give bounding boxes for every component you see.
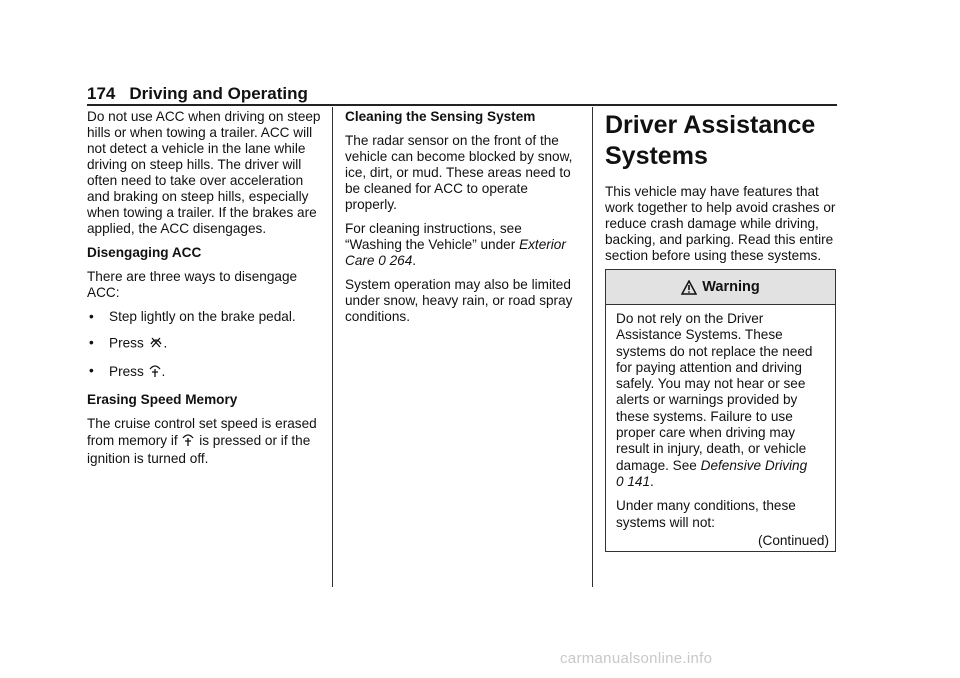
xref-title: Exterior Care <box>345 237 566 268</box>
header <box>87 84 308 104</box>
bullet: • <box>89 335 94 350</box>
bullet: • <box>89 363 94 378</box>
list-item <box>87 309 322 325</box>
warning-conditions: Under many conditions, these systems will not: <box>616 498 796 530</box>
watermark: carmanualsonline.info <box>560 650 713 667</box>
xref-arrow: 0 <box>378 253 386 268</box>
period: . <box>161 364 166 380</box>
intro-paragraph: This vehicle may have features that work together to help avoid crashes or reduce crash damage while driving, backing, and parking. Read this entire section before using these systems. <box>605 184 836 263</box>
erase-text-b: is pressed or if the ignition is turned off. <box>87 433 311 466</box>
column-2 <box>345 109 580 333</box>
list-item <box>87 363 322 382</box>
continued-label: (Continued) <box>757 533 829 548</box>
disengage-intro: There are three ways to disengage ACC: <box>87 269 298 300</box>
header-rule <box>87 104 837 106</box>
warning-box <box>605 269 836 552</box>
warning-triangle-icon <box>681 280 697 295</box>
page-number: 174 <box>87 84 116 103</box>
warning-text: Do not rely on the Driver Assistance Systems. These systems do not replace the need for paying attention and driving safely. You may not hear or see alerts or warnings provided by these systems. Failure to use proper care when driving may result in injury, death, or vehicle damage. See <box>616 311 813 473</box>
warning-paragraph <box>616 311 826 490</box>
warning-header <box>606 270 835 305</box>
xref-title: Defensive Driving <box>700 457 808 473</box>
column-divider <box>332 107 333 587</box>
bullet: • <box>89 309 94 324</box>
xref-page: 264 <box>389 253 413 268</box>
heading-disengaging-acc: Disengaging ACC <box>87 245 202 260</box>
section-title: Driving and Operating <box>129 84 308 103</box>
bullet-text: Press <box>109 364 144 380</box>
bullet-text: Step lightly on the brake pedal. <box>109 309 296 324</box>
cleaning-paragraph: The radar sensor on the front of the vehicle can become blocked by snow, ice, dirt, or mud. These areas need to be cleaned for ACC to operate properly. <box>345 133 573 212</box>
column-divider <box>592 107 593 587</box>
system-limits-paragraph: System operation may also be limited under snow, heavy rain, or road spray conditions. <box>345 277 573 324</box>
cruise-off-icon <box>182 432 194 451</box>
bullet-text: Press <box>109 335 144 351</box>
list-item <box>87 335 322 353</box>
xref-page: 141 <box>627 473 651 489</box>
cleaning-instructions <box>345 221 580 269</box>
cleaning-text: For cleaning instructions, see “Washing the Vehicle” under <box>345 221 522 252</box>
warning-body <box>606 305 835 531</box>
xref-arrow: 0 <box>616 473 624 489</box>
column-3 <box>605 110 840 272</box>
section-heading: Driver Assistance Systems <box>605 111 816 170</box>
period: . <box>163 335 168 351</box>
cruise-off-icon <box>149 363 161 382</box>
period: . <box>412 253 417 268</box>
cruise-cancel-icon <box>149 335 163 353</box>
erase-paragraph <box>87 416 322 467</box>
column-1 <box>87 109 322 475</box>
acc-hills-paragraph: Do not use ACC when driving on steep hills or when towing a trailer. ACC will not detect a vehicle in the lane while driving on steep hills. The driver will often need to take over acceleration and braking on steep hills, especially when towing a trailer. If the brakes are applied, the ACC disengages. <box>87 109 321 236</box>
period: . <box>650 473 654 489</box>
erase-text-a: The cruise control set speed is erased from memory if <box>87 416 317 449</box>
warning-label: Warning <box>702 279 760 295</box>
heading-cleaning: Cleaning the Sensing System <box>345 109 536 124</box>
heading-erasing-speed-memory: Erasing Speed Memory <box>87 392 238 407</box>
